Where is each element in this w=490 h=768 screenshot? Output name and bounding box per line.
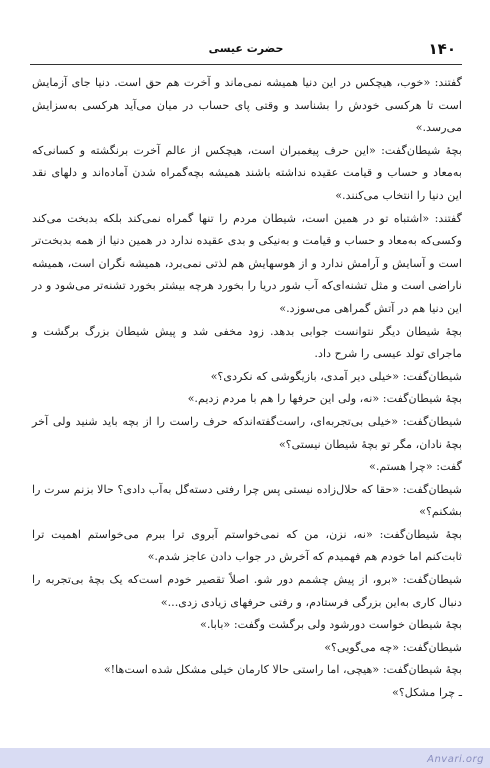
paragraph: ـ چرا مشکل؟» xyxy=(392,686,462,700)
paragraph: بچهٔ شیطان‌گفت: «نه، ولی این حرفها را هم با مردم زدیم.» xyxy=(187,392,462,406)
paragraph: بچهٔ شیطان‌گفت: «نه، نزن، من که نمی‌خواستم آبروی ترا ببرم می‌خواستم اهمیت ترا ثابت‌کنم اما خودم هم فهمیدم که آخرش در جواب دادن عاجز شدم.» xyxy=(32,527,462,564)
running-title: حضرت عیسی xyxy=(208,42,284,55)
paragraph: شیطان‌گفت: «برو، از پیش چشمم دور شو. اصلاً تقصیر خودم است‌که یک بچهٔ بی‌تجربه را دنبال کاری به‌این بزرگی فرستادم، و رفتی حرفهای زیادی زدی...» xyxy=(32,573,462,609)
paragraph: شیطان‌گفت: «حقا که حلال‌زاده نیستی پس چرا رفتی دسته‌گل به‌آب دادی؟ حالا بزنم سرت را بشکنم؟» xyxy=(32,482,462,519)
paragraph: بچهٔ شیطان خواست دورشود ولی برگشت وگفت: «بابا.» xyxy=(199,618,462,632)
site-watermark: Anvari.org xyxy=(427,754,484,765)
paragraph: بچهٔ شیطان دیگر نتوانست جوابی بدهد. زود مخفی شد و پیش شیطان بزرگ برگشت و ماجرای تولد عیسی را شرح داد. xyxy=(32,324,462,361)
body-text xyxy=(32,72,462,705)
paragraph: شیطان‌گفت: «خیلی دیر آمدی، بازیگوشی که نکردی؟» xyxy=(210,369,462,383)
paragraph: گفتند: «خوب، هیچکس در این دنیا همیشه نمی‌ماند و آخرت هم حق است. دنیا جای آزمایش است تا هرکسی خودش را بشناسد و وقتی پای حساب در میان می‌آید هرکسی به‌سزایش می‌رسد.» xyxy=(32,76,462,135)
page-header xyxy=(30,38,462,65)
paragraph: بچهٔ شیطان‌گفت: «هیچی، اما راستی حالا کارمان خیلی مشکل شده است‌ها!» xyxy=(103,663,462,677)
paragraph: شیطان‌گفت: «چه می‌گویی؟» xyxy=(324,640,462,654)
paragraph: بچهٔ شیطان‌گفت: «این حرف پیغمبران است، هیچکس از عالم آخرت برنگشته و کسانی‌که به‌معاد و حساب و قیامت عقیده نداشته باشند همیشه بچه‌گمراه شدن آماده‌اند و دلهای نقد این دنیا را انتخاب می‌کنند.» xyxy=(32,143,462,202)
paragraph: شیطان‌گفت: «خیلی بی‌تجربه‌ای، راست‌گفته‌اندکه حرف راست را از بچه باید شنید ولی آخر بچهٔ نادان، مگر تو بچهٔ شیطان نیستی؟» xyxy=(32,414,462,451)
paragraph: گفت: «چرا هستم.» xyxy=(369,460,462,474)
paragraph: گفتند: «اشتباه تو در همین است، شیطان مردم را تنها گمراه نمی‌کند بلکه بدبخت می‌کند وکسی‌که به‌معاد و حساب و قیامت و به‌نیکی و بدی عقیده ندارد در همین دنیا از همه بدبخت‌تر است و آسایش و آرامش ندارد و از هوسهایش هم لذتی نمی‌برد، همیشه نگران است، همیشه ناراضی است و مثل تشنه‌ای‌که آب شور دریا را بخورد هرچه بیشتر بخورد تشنه‌تر می‌شود و در این دنیا هم در آتش گمراهی می‌سوزد.» xyxy=(32,211,462,315)
footer-bar xyxy=(0,748,490,768)
page-number: ۱۴۰ xyxy=(428,40,456,58)
